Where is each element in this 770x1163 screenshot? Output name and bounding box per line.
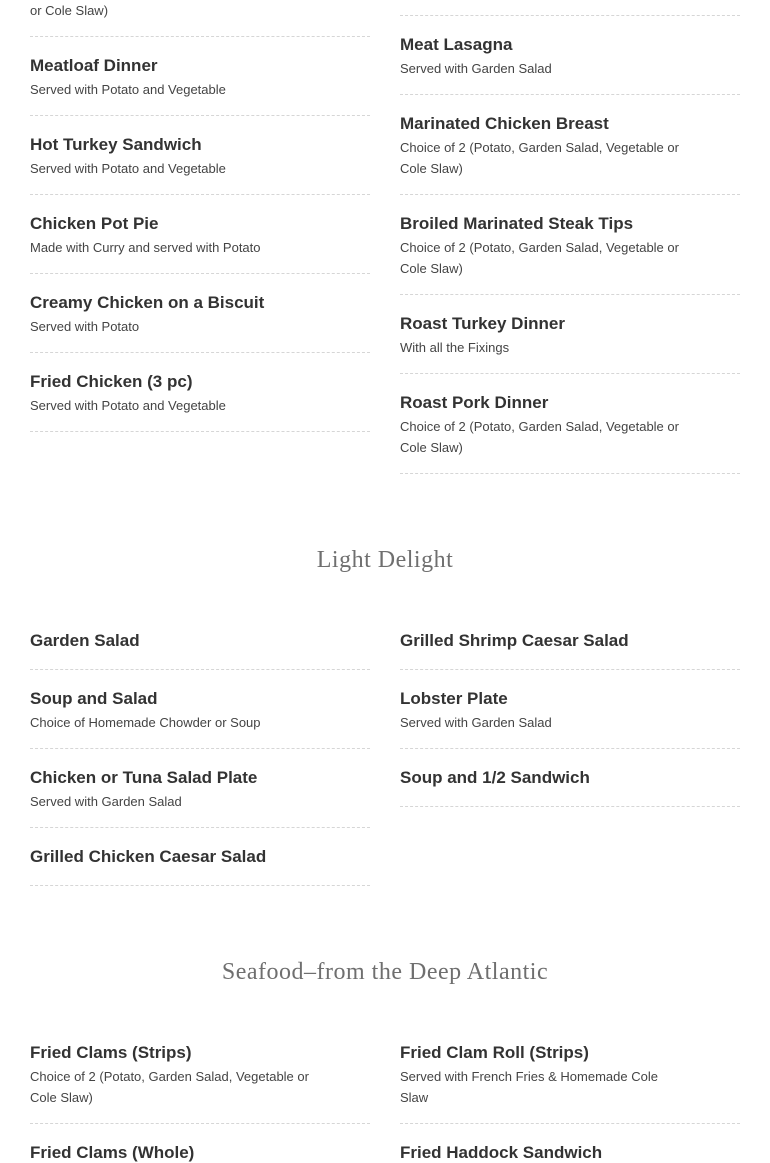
menu-item-name: Hot Turkey Sandwich xyxy=(30,135,202,154)
menu-item-name: Broiled Marinated Steak Tips xyxy=(400,214,634,233)
menu-item-desc: Choice of 2 (Potato, Garden Salad, Vegetable or Cole Slaw) xyxy=(400,140,679,176)
menu-item-name: Fried Clams (Strips) xyxy=(30,1043,192,1062)
menu-item-name: Lobster Plate xyxy=(400,689,508,708)
menu-item-name: Chicken or Tuna Salad Plate xyxy=(30,768,258,787)
divider xyxy=(30,748,370,749)
menu-item-name: Creamy Chicken on a Biscuit xyxy=(30,293,265,312)
divider xyxy=(30,115,370,116)
menu-item-desc: Served with Garden Salad xyxy=(400,61,552,76)
menu-item-name: Soup and 1/2 Sandwich xyxy=(400,768,590,787)
menu-item-name: Meatloaf Dinner xyxy=(30,56,158,75)
divider xyxy=(400,94,740,95)
menu-item-desc: Choice of 2 (Potato, Garden Salad, Vegetable or Cole Slaw) xyxy=(400,240,679,276)
menu-item-desc: Choice of Homemade Chowder or Soup xyxy=(30,715,261,730)
menu-item-name: Roast Turkey Dinner xyxy=(400,314,566,333)
menu-item-desc: With all the Fixings xyxy=(400,340,510,355)
divider xyxy=(400,373,740,374)
section-title-light-delight: Light Delight xyxy=(316,547,454,573)
divider xyxy=(400,15,740,16)
divider xyxy=(30,194,370,195)
menu-item-desc: Served with Garden Salad xyxy=(400,715,552,730)
divider xyxy=(30,36,370,37)
divider xyxy=(400,669,740,670)
menu-item-desc: Served with Potato and Vegetable xyxy=(30,82,226,97)
menu-item-name: Chicken Pot Pie xyxy=(30,214,159,233)
menu-item-desc: Choice of 2 (Potato, Garden Salad, Vegetable or Cole Slaw) xyxy=(30,1069,309,1105)
menu-item-name: Meat Lasagna xyxy=(400,35,513,54)
menu-item-name: Fried Clam Roll (Strips) xyxy=(400,1043,589,1062)
menu-item-desc: Choice of 2 (Potato, Garden Salad, Vegetable or Cole Slaw) xyxy=(400,419,679,455)
menu-item-name: Marinated Chicken Breast xyxy=(400,114,609,133)
menu-item-name: Fried Haddock Sandwich xyxy=(400,1143,603,1162)
menu-item-name: Roast Pork Dinner xyxy=(400,393,549,412)
divider xyxy=(400,806,740,807)
menu-item-name: Fried Clams (Whole) xyxy=(30,1143,195,1162)
menu-item-desc: Served with Potato and Vegetable xyxy=(30,161,226,176)
menu-item-desc: Served with Potato and Vegetable xyxy=(30,398,226,413)
divider xyxy=(30,431,370,432)
menu-item-desc: Served with French Fries & Homemade Cole Slaw xyxy=(400,1069,658,1105)
menu-item-name: Grilled Shrimp Caesar Salad xyxy=(400,631,629,650)
divider xyxy=(400,1123,740,1124)
divider xyxy=(400,473,740,474)
menu-item-desc: Served with Garden Salad xyxy=(30,794,182,809)
section-title-seafood: Seafood–from the Deep Atlantic xyxy=(221,959,549,985)
divider xyxy=(400,294,740,295)
menu-item-name: Garden Salad xyxy=(30,631,140,650)
divider xyxy=(400,748,740,749)
divider xyxy=(30,669,370,670)
menu-item-name: Soup and Salad xyxy=(30,689,158,708)
divider xyxy=(30,352,370,353)
top-left-partial-desc: or Cole Slaw) xyxy=(30,3,109,18)
menu-item-desc: Served with Potato xyxy=(30,319,140,334)
divider xyxy=(30,885,370,886)
menu-item-name: Grilled Chicken Caesar Salad xyxy=(30,847,267,866)
divider xyxy=(400,194,740,195)
divider xyxy=(30,1123,370,1124)
divider xyxy=(30,827,370,828)
menu-item-name: Fried Chicken (3 pc) xyxy=(30,372,193,391)
divider xyxy=(30,273,370,274)
menu-item-desc: Made with Curry and served with Potato xyxy=(30,240,261,255)
